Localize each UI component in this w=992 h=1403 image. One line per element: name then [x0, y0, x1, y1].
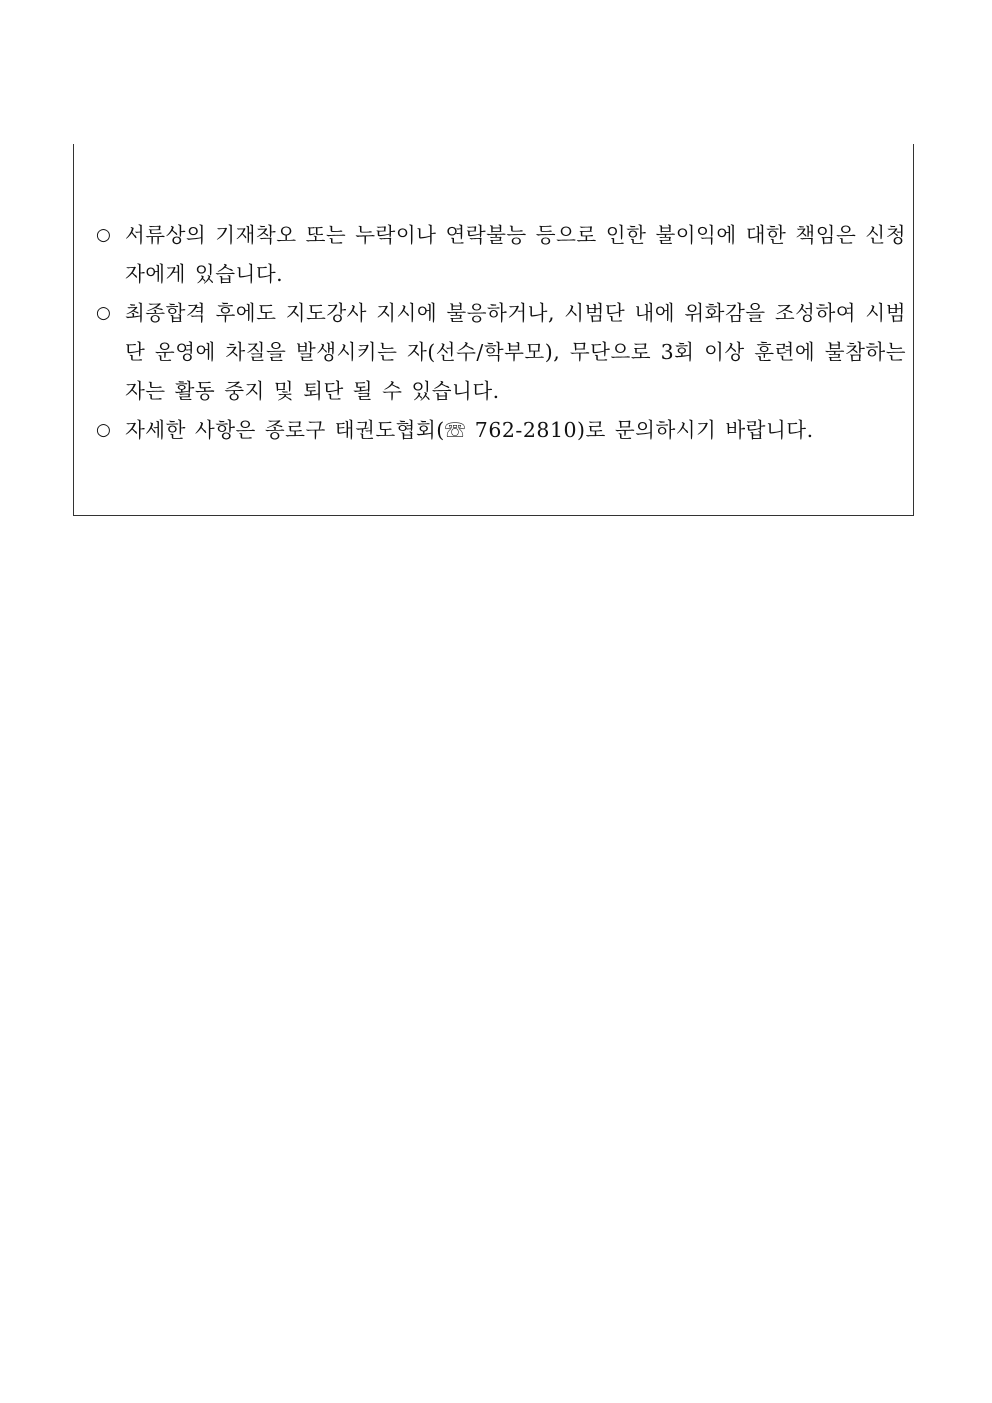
notice-text: 서류상의 기재착오 또는 누락이나 연락불능 등으로 인한 불이익에 대한 책임은 신청자에게 있습니다.	[125, 223, 906, 286]
notice-text: 최종합격 후에도 지도강사 지시에 불응하거나, 시범단 내에 위화감을 조성하여 시범단 운영에 차질을 발생시키는 자(선수/학부모), 무단으로 3회 이상 훈련에 불참하는 자는 활동 중지 및 퇴단 될 수 있습니다.	[125, 301, 906, 403]
circle-bullet-icon: ○	[96, 225, 112, 245]
circle-bullet-icon: ○	[96, 303, 112, 323]
circle-bullet-icon: ○	[96, 420, 112, 440]
notice-item-contact	[96, 411, 906, 450]
notice-list	[96, 216, 906, 450]
notice-item-responsibility	[96, 216, 906, 294]
notice-text: 자세한 사항은 종로구 태권도협회(☏ 762-2810)로 문의하시기 바랍니다.	[125, 418, 814, 442]
notice-item-dismissal	[96, 294, 906, 411]
notice-box	[73, 144, 914, 516]
